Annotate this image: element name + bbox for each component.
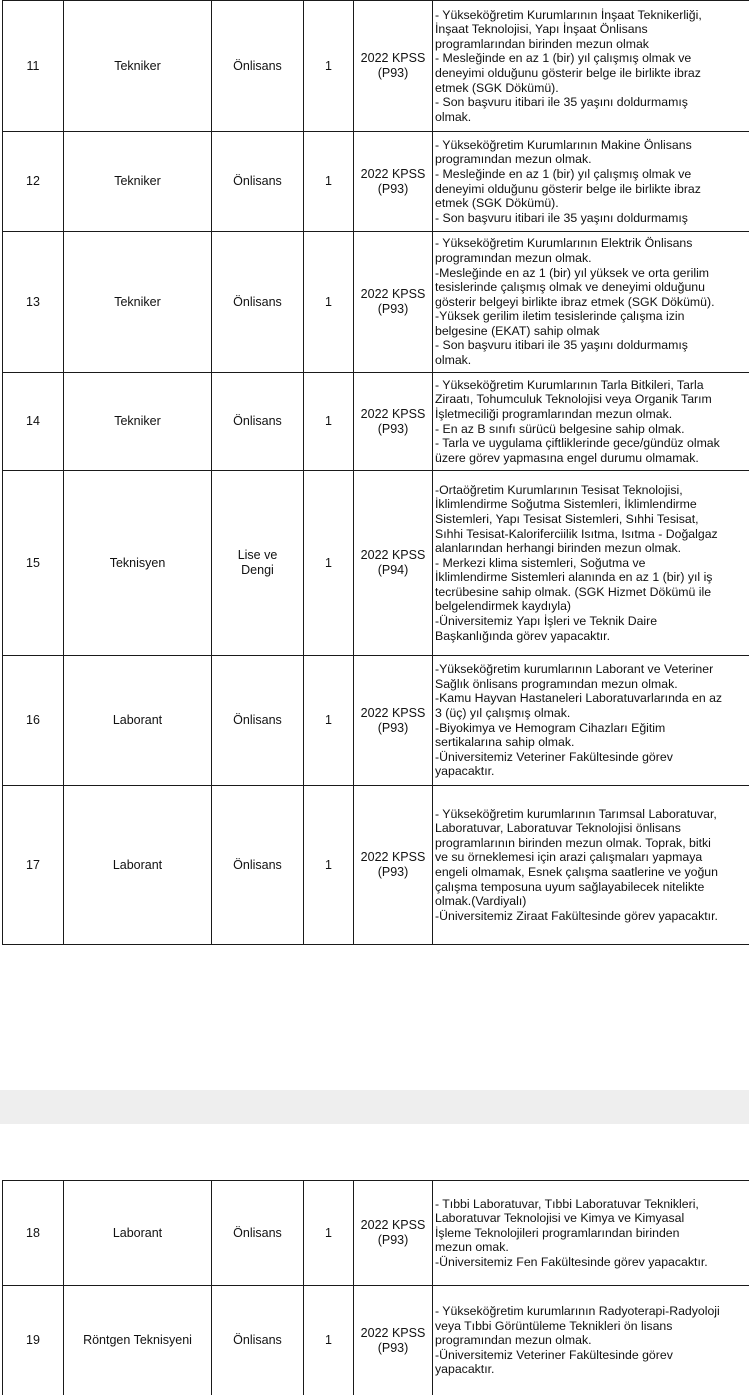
requirement-line: yapacaktır. xyxy=(435,764,495,779)
kpss-score-type xyxy=(354,1,433,132)
kpss-line: 2022 KPSS xyxy=(360,51,426,65)
requirements-cell xyxy=(433,1,749,132)
requirement-line: İklimlendirme Soğutma Sistemleri, İklimlendirme xyxy=(435,497,697,512)
positions-table-page-2 xyxy=(2,1180,749,1395)
requirement-line: veya Tıbbi Görüntüleme Teknikleri ön lisans xyxy=(435,1318,673,1333)
position-title: Teknisyen xyxy=(64,471,212,656)
table-row xyxy=(3,786,749,945)
row-number: 18 xyxy=(3,1181,64,1286)
row-number: 11 xyxy=(3,1,64,132)
requirement-line: belgesine (EKAT) sahip olmak xyxy=(435,323,600,338)
requirement-line: -Yükseköğretim kurumlarının Laborant ve Veteriner xyxy=(435,662,714,677)
position-count: 1 xyxy=(304,232,354,373)
requirement-line: - Son başvuru itibari ile 35 yaşını doldurmamış xyxy=(435,95,688,110)
requirement-line: İnşaat Teknolojisi, Yapı İnşaat Önlisans xyxy=(435,22,648,37)
table-row xyxy=(3,1286,749,1395)
education-level: Önlisans xyxy=(212,656,304,786)
education-level: Önlisans xyxy=(212,1286,304,1395)
requirement-line: programından mezun olmak. xyxy=(435,1333,592,1348)
position-title: Laborant xyxy=(64,656,212,786)
requirement-line: -Yüksek gerilim iletim tesislerinde çalışma izin xyxy=(435,309,685,324)
table-row xyxy=(3,232,749,373)
requirements-cell xyxy=(433,1286,749,1395)
requirements-cell xyxy=(433,656,749,786)
requirement-line: Laboratuvar Teknolojisi ve Kimya ve Kimyasal xyxy=(435,1211,685,1226)
kpss-score-type xyxy=(354,373,433,471)
row-number: 12 xyxy=(3,132,64,232)
kpss-line: (P93) xyxy=(377,720,409,735)
position-title: Tekniker xyxy=(64,132,212,232)
education-level: Lise ve Dengi xyxy=(212,471,304,656)
table-row xyxy=(3,373,749,471)
position-title: Laborant xyxy=(64,786,212,945)
row-number: 16 xyxy=(3,656,64,786)
kpss-line: (P93) xyxy=(377,302,409,316)
kpss-line: 2022 KPSS xyxy=(360,548,426,562)
requirement-line: alanlarından herhangi birinden mezun olmak. xyxy=(435,541,682,556)
table-row xyxy=(3,1181,749,1286)
requirements-cell xyxy=(433,786,749,945)
requirement-line: tesislerinde çalışmış olmak ve deneyimi olduğunu xyxy=(435,280,705,295)
requirement-line: belgelendirmek kaydıyla) xyxy=(435,599,572,614)
requirement-line: -Mesleğinde en az 1 (bir) yıl yüksek ve orta gerilim xyxy=(435,265,710,280)
requirement-line: 3 (üç) yıl çalışmış olmak. xyxy=(435,705,571,720)
education-level: Önlisans xyxy=(212,232,304,373)
requirement-line: -Biyokimya ve Hemogram Cihazları Eğitim xyxy=(435,720,666,735)
requirement-line: sertikalarına sahip olmak. xyxy=(435,735,575,750)
row-number: 15 xyxy=(3,471,64,656)
requirement-line: mezun omak. xyxy=(435,1240,509,1255)
kpss-line: 2022 KPSS xyxy=(360,166,426,181)
requirement-line: - En az B sınıfı sürücü belgesine sahip olmak. xyxy=(435,421,685,436)
position-count: 1 xyxy=(304,132,354,232)
kpss-line: (P93) xyxy=(377,181,409,196)
requirements-cell xyxy=(433,1181,749,1286)
requirement-line: çalışma temposuna uyum sağlayabilecek nitelikte xyxy=(435,879,705,894)
requirement-line: programlarından birinden mezun olmak xyxy=(435,36,649,51)
requirement-line: -Üniversitemiz Yapı İşleri ve Teknik Daire xyxy=(435,614,658,629)
requirement-line: Sistemleri, Yapı Tesisat Sistemleri, Sıhhi Tesisat, xyxy=(435,511,699,526)
requirement-line: Başkanlığında görev yapacaktır. xyxy=(435,628,610,643)
requirement-line: engeli olmamak, Esnek çalışma saatlerine ve yoğun xyxy=(435,865,718,879)
position-title: Tekniker xyxy=(64,232,212,373)
requirement-line: Sağlık önlisans programından mezun olmak. xyxy=(435,676,678,691)
requirement-line: deneyimi olduğunu gösterir belge ile birlikte ibraz xyxy=(435,181,701,196)
requirement-line: İşletmeciliği programlarından mezun olmak. xyxy=(435,406,673,421)
requirement-line: deneyimi olduğunu gösterir belge ile birlikte ibraz xyxy=(435,66,701,80)
requirement-line: -Üniversitemiz Veteriner Fakültesinde görev xyxy=(435,749,673,764)
requirement-line: ve su örneklemesi için arazi çalışmaları yapmaya xyxy=(435,850,703,865)
requirement-line: -Üniversitemiz Veteriner Fakültesinde görev xyxy=(435,1347,673,1362)
kpss-line: 2022 KPSS xyxy=(360,406,426,421)
education-level: Önlisans xyxy=(212,1,304,132)
row-number: 13 xyxy=(3,232,64,373)
education-level: Önlisans xyxy=(212,373,304,471)
requirement-line: üzere görev yapmasına engel durumu olmamak. xyxy=(435,450,699,465)
kpss-line: 2022 KPSS xyxy=(360,850,426,864)
requirement-line: -Üniversitemiz Ziraat Fakültesinde görev yapacaktır. xyxy=(435,908,718,923)
kpss-line: (P93) xyxy=(377,865,409,879)
table-row xyxy=(3,656,749,786)
kpss-line: (P93) xyxy=(377,66,409,80)
kpss-score-type xyxy=(354,471,433,656)
requirement-line: - Son başvuru itibari ile 35 yaşını doldurmamış xyxy=(435,338,688,353)
kpss-line: 2022 KPSS xyxy=(360,1325,426,1340)
requirement-line: -Üniversitemiz Fen Fakültesinde görev yapacaktır. xyxy=(435,1254,708,1269)
position-count: 1 xyxy=(304,471,354,656)
requirements-cell xyxy=(433,471,749,656)
requirement-line: Ziraatı, Tohumculuk Teknolojisi veya Organik Tarım xyxy=(435,392,712,407)
education-level: Önlisans xyxy=(212,786,304,945)
requirement-line: - Yükseköğretim kurumlarının Tarımsal Laboratuvar, xyxy=(435,806,717,821)
requirement-line: - Mesleğinde en az 1 (bir) yıl çalışmış olmak ve xyxy=(435,166,692,181)
requirement-line: - Merkezi klima sistemleri, Soğutma ve xyxy=(435,555,646,570)
kpss-line: 2022 KPSS xyxy=(360,705,426,720)
requirement-line: - Mesleğinde en az 1 (bir) yıl çalışmış olmak ve xyxy=(435,51,692,66)
kpss-line: 2022 KPSS xyxy=(360,287,426,301)
requirement-line: programlarının birinden mezun olmak. Toprak, bitki xyxy=(435,835,711,850)
requirement-line: - Yükseköğretim kurumlarının Radyoterapi-Radyoloji xyxy=(435,1304,720,1319)
kpss-score-type xyxy=(354,656,433,786)
table-row xyxy=(3,471,749,656)
requirement-line: olmak.(Vardiyalı) xyxy=(435,894,527,909)
table-row xyxy=(3,1,749,132)
requirement-line: etmek (SGK Dökümü). xyxy=(435,196,559,211)
kpss-line: (P93) xyxy=(377,421,409,436)
row-number: 19 xyxy=(3,1286,64,1395)
requirement-line: -Kamu Hayvan Hastaneleri Laboratuvarlarında en az xyxy=(435,691,723,706)
position-count: 1 xyxy=(304,1286,354,1395)
requirement-line: yapacaktır. xyxy=(435,1362,495,1377)
kpss-score-type xyxy=(354,1286,433,1395)
requirement-line: - Yükseköğretim Kurumlarının Makine Önlisans xyxy=(435,137,692,152)
education-level: Önlisans xyxy=(212,132,304,232)
requirement-line: - Tarla ve uygulama çiftliklerinde gece/gündüz olmak xyxy=(435,436,720,451)
requirement-line: - Son başvuru itibari ile 35 yaşını doldurmamış xyxy=(435,210,688,225)
position-count: 1 xyxy=(304,373,354,471)
position-count: 1 xyxy=(304,786,354,945)
position-title: Tekniker xyxy=(64,1,212,132)
education-level: Önlisans xyxy=(212,1181,304,1286)
position-title: Tekniker xyxy=(64,373,212,471)
page-separator xyxy=(0,1090,749,1124)
requirement-line: programından mezun olmak. xyxy=(435,152,592,167)
requirement-line: olmak. xyxy=(435,109,472,124)
requirement-line: -Ortaöğretim Kurumlarının Tesisat Teknolojisi, xyxy=(435,482,683,497)
kpss-score-type xyxy=(354,786,433,945)
kpss-line: (P94) xyxy=(377,563,409,577)
kpss-score-type xyxy=(354,132,433,232)
requirement-line: - Yükseköğretim Kurumlarının Tarla Bitkileri, Tarla xyxy=(435,377,704,392)
position-count: 1 xyxy=(304,1181,354,1286)
requirement-line: Laboratuvar, Laboratuvar Teknolojisi önlisans xyxy=(435,821,681,836)
kpss-line: (P93) xyxy=(377,1233,409,1247)
requirements-cell xyxy=(433,132,749,232)
position-count: 1 xyxy=(304,1,354,132)
requirement-line: - Yükseköğretim Kurumlarının Elektrik Önlisans xyxy=(435,236,693,251)
position-title: Röntgen Teknisyeni xyxy=(64,1286,212,1395)
table-row xyxy=(3,132,749,232)
row-number: 14 xyxy=(3,373,64,471)
requirements-cell xyxy=(433,373,749,471)
requirement-line: etmek (SGK Dökümü). xyxy=(435,80,559,95)
row-number: 17 xyxy=(3,786,64,945)
requirements-cell xyxy=(433,232,749,373)
requirement-line: - Yükseköğretim Kurumlarının İnşaat Teknikerliği, xyxy=(435,7,702,22)
document-page-2 xyxy=(0,1124,749,1395)
requirement-line: - Tıbbi Laboratuvar, Tıbbi Laboratuvar Teknikleri, xyxy=(435,1196,699,1211)
position-count: 1 xyxy=(304,656,354,786)
positions-table-page-1 xyxy=(2,0,749,945)
kpss-line: 2022 KPSS xyxy=(360,1218,426,1232)
kpss-line: (P93) xyxy=(377,1340,409,1355)
position-title: Laborant xyxy=(64,1181,212,1286)
kpss-score-type xyxy=(354,1181,433,1286)
requirement-line: İşleme Teknolojileri programlarından birinden xyxy=(435,1225,680,1240)
kpss-score-type xyxy=(354,232,433,373)
requirement-line: tecrübesine sahip olmak. (SGK Hizmet Dökümü ile xyxy=(435,584,712,599)
requirement-line: Sıhhi Tesisat-Kaloriferciilik Isıtma, Isıtma - Doğalgaz xyxy=(435,526,718,541)
requirement-line: programından mezun olmak. xyxy=(435,250,592,265)
requirement-line: gösterir belgeyi birlikte ibraz etmek (SGK Dökümü). xyxy=(435,294,715,309)
requirement-line: İklimlendirme Sistemleri alanında en az 1 (bir) yıl iş xyxy=(435,570,713,585)
requirement-line: olmak. xyxy=(435,353,472,368)
